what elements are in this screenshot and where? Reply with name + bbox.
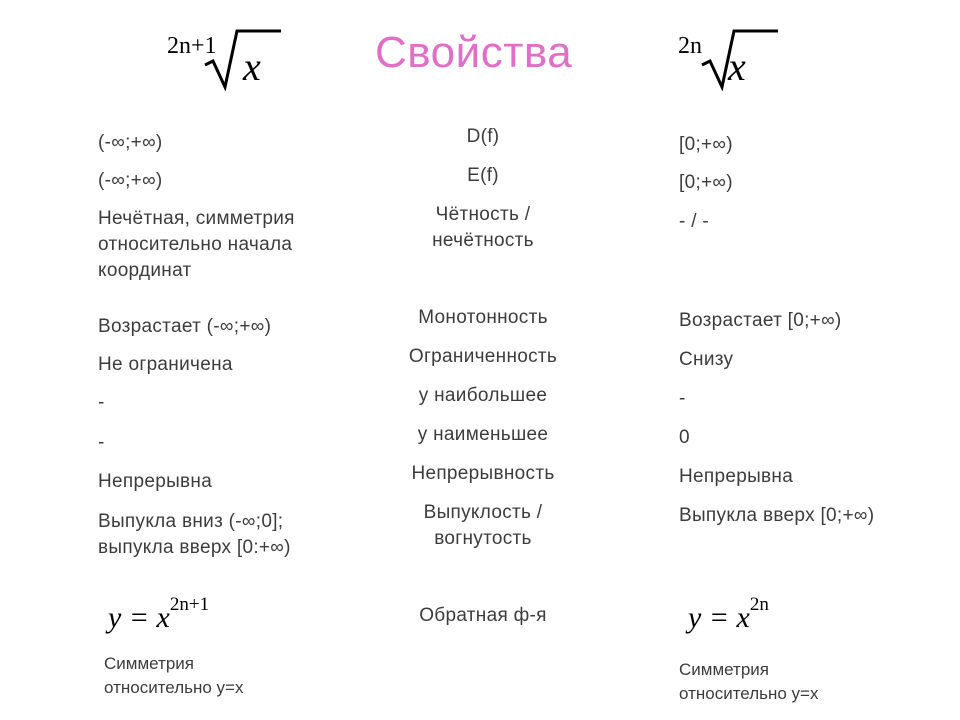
mid-bounded: Ограниченность xyxy=(408,346,558,367)
left-max: - xyxy=(98,392,105,413)
right-formula-exponent: 2n xyxy=(749,594,769,615)
right-inverse-caption: Симметрия относительно y=x xyxy=(679,660,819,703)
right-bounded: Снизу xyxy=(679,349,734,370)
left-root-index: 2n+1 xyxy=(167,33,217,59)
right-radical-header xyxy=(676,25,786,95)
left-inverse-formula xyxy=(108,594,210,635)
mid-range: E(f) xyxy=(467,165,499,186)
left-range: (-∞;+∞) xyxy=(98,170,163,191)
mid-domain: D(f) xyxy=(466,126,500,147)
right-inverse-formula xyxy=(688,594,769,635)
left-parity: Нечётная, симметрия относительно начала координат xyxy=(98,208,295,281)
left-radical-header xyxy=(165,25,285,95)
mid-monotonic: Монотонность xyxy=(418,307,548,328)
left-radicand: x xyxy=(243,44,261,89)
left-domain: (-∞;+∞) xyxy=(98,132,163,153)
mid-parity: Чётность / нечётность xyxy=(432,204,534,251)
mid-continuity: Непрерывность xyxy=(411,463,555,484)
right-range: [0;+∞) xyxy=(679,172,733,193)
left-formula-exponent: 2n+1 xyxy=(169,594,210,615)
right-convexity: Выпукла вверх [0;+∞) xyxy=(679,505,875,526)
page-title: Свойства xyxy=(375,28,573,77)
right-monotonic: Возрастает [0;+∞) xyxy=(679,310,842,331)
right-min: 0 xyxy=(679,427,690,448)
mid-convexity: Выпуклость / вогнутость xyxy=(423,502,543,549)
left-monotonic: Возрастает (-∞;+∞) xyxy=(98,316,272,337)
left-min: - xyxy=(98,432,105,453)
mid-inverse: Обратная ф-я xyxy=(419,605,547,626)
right-radicand: x xyxy=(728,44,746,89)
left-convexity: Выпукла вниз (-∞;0]; выпукла вверх [0:+∞) xyxy=(98,511,291,558)
mid-min: у наименьшее xyxy=(417,424,549,445)
right-max: - xyxy=(679,388,686,409)
left-formula-base: y = x xyxy=(108,601,170,634)
right-formula-base: y = x xyxy=(688,601,750,634)
left-bounded: Не ограничена xyxy=(98,354,233,375)
right-parity: - / - xyxy=(679,211,709,232)
mid-max: у наибольшее xyxy=(418,385,548,406)
right-continuity: Непрерывна xyxy=(679,466,794,487)
right-domain: [0;+∞) xyxy=(679,134,733,155)
left-inverse-caption: Симметрия относительно y=x xyxy=(104,654,244,697)
left-continuity: Непрерывна xyxy=(98,471,213,492)
right-root-index: 2n xyxy=(678,33,702,59)
